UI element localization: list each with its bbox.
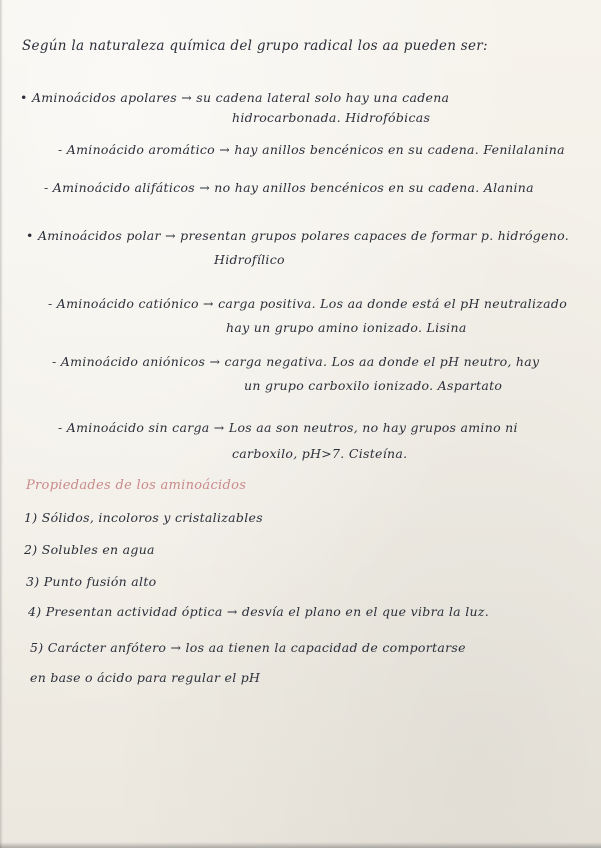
- propiedades-heading: Propiedades de los aminoácidos: [26, 478, 247, 493]
- sincarga-line-2: carboxilo, pH>7. Cisteína.: [232, 446, 408, 461]
- anionico-line-1: - Aminoácido aniónicos → carga negativa. Los aa donde el pH neutro, hay: [52, 354, 540, 369]
- aromatico-line: - Aminoácido aromático → hay anillos bencénicos en su cadena. Fenilalanina: [58, 142, 565, 157]
- polar-line-2: Hidrofílico: [214, 252, 285, 267]
- polar-line-1: • Aminoácidos polar → presentan grupos polares capaces de formar p. hidrógeno.: [26, 228, 570, 243]
- anionico-line-2: un grupo carboxilo ionizado. Aspartato: [244, 378, 503, 393]
- apolares-line-2: hidrocarbonada. Hidrofóbicas: [232, 110, 431, 125]
- cationico-line-2: hay un grupo amino ionizado. Lisina: [226, 320, 467, 335]
- sincarga-line-1: - Aminoácido sin carga → Los aa son neutros, no hay grupos amino ni: [58, 420, 518, 435]
- cationico-line-1: - Aminoácido catiónico → carga positiva. Los aa donde está el pH neutralizado: [48, 296, 568, 311]
- propiedad-4: 4) Presentan actividad óptica → desvía el plano en el que vibra la luz.: [28, 604, 490, 619]
- propiedad-2: 2) Solubles en agua: [24, 542, 155, 557]
- page-left-edge: [0, 0, 3, 848]
- alifatico-line: - Aminoácido alifáticos → no hay anillos bencénicos en su cadena. Alanina: [44, 180, 534, 195]
- apolares-line-1: • Aminoácidos apolares → su cadena lateral solo hay una cadena: [20, 90, 450, 105]
- page-bottom-edge: [0, 842, 601, 848]
- propiedad-3: 3) Punto fusión alto: [26, 574, 157, 589]
- propiedad-5-line-2: en base o ácido para regular el pH: [30, 670, 261, 685]
- propiedad-1: 1) Sólidos, incoloros y cristalizables: [24, 510, 263, 525]
- propiedad-5-line-1: 5) Carácter anfótero → los aa tienen la capacidad de comportarse: [30, 640, 466, 655]
- page-heading: Según la naturaleza química del grupo radical los aa pueden ser:: [22, 38, 488, 54]
